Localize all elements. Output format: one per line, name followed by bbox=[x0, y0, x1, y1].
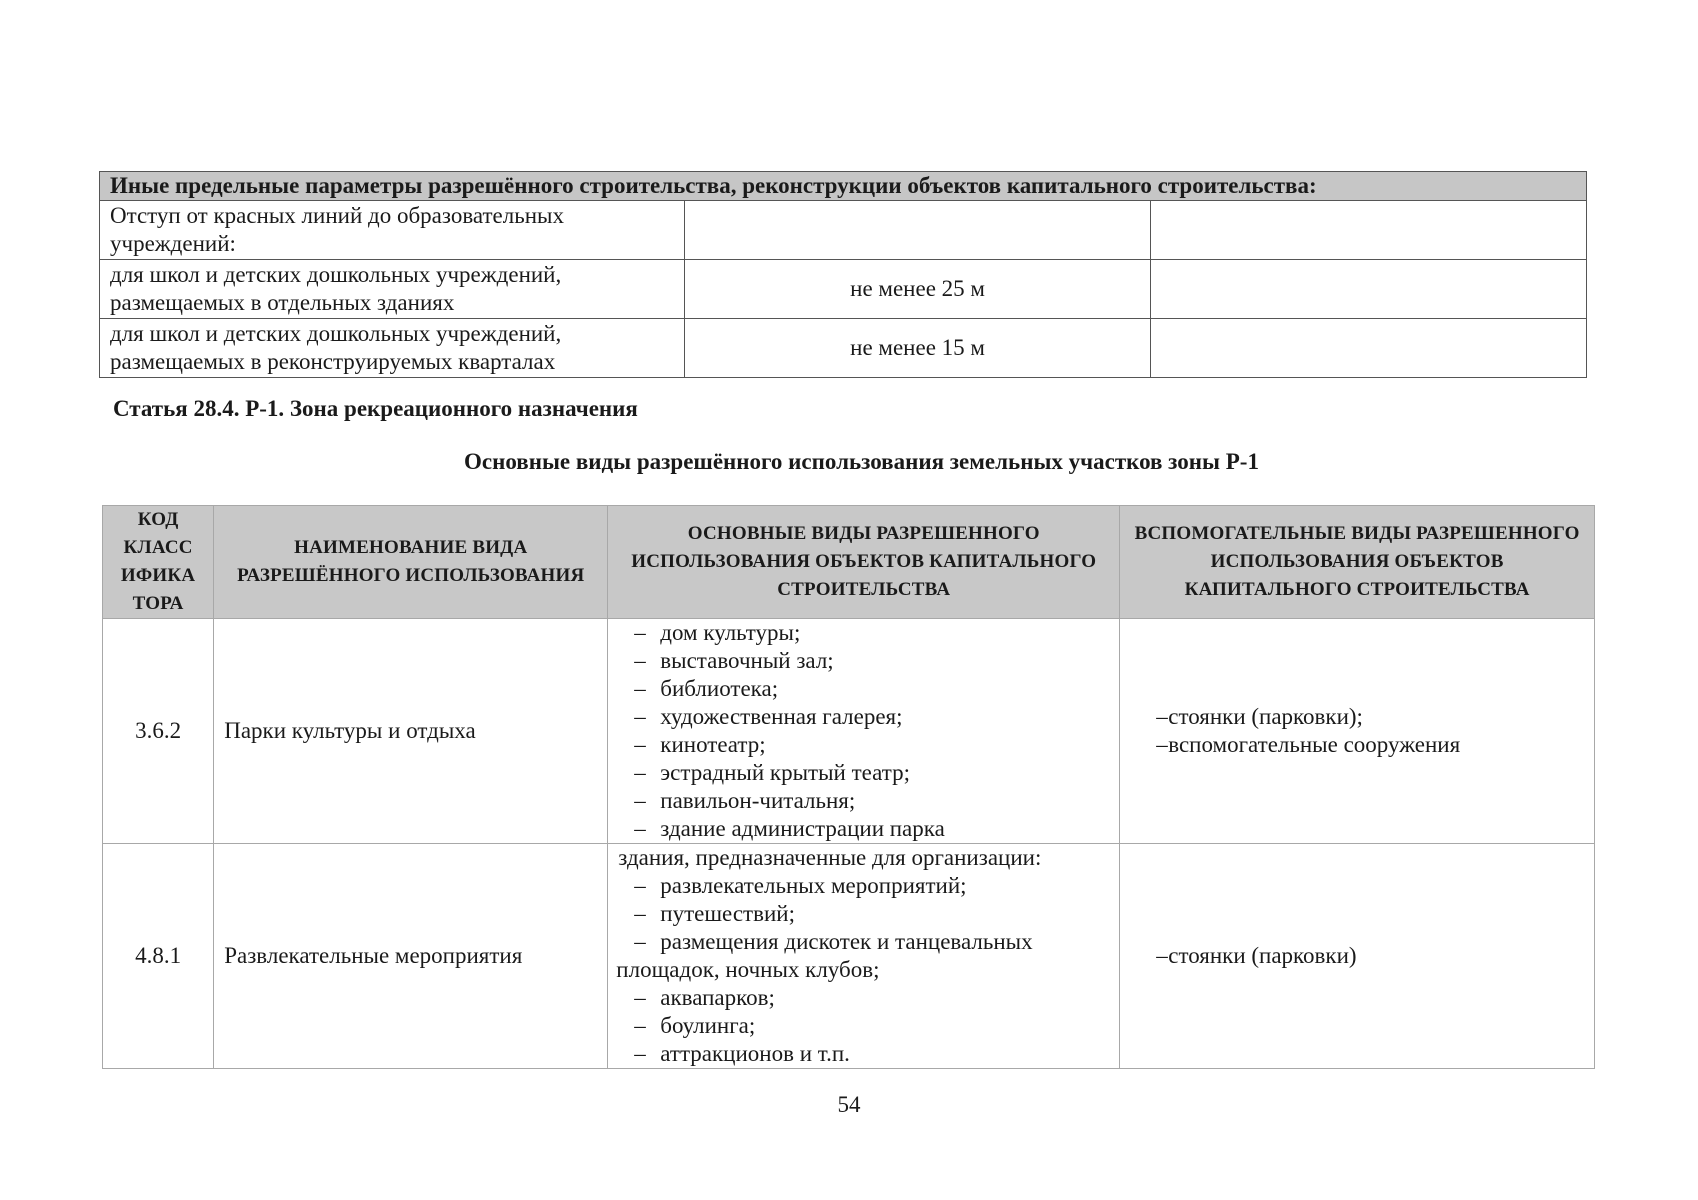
list-item: – дом культуры; bbox=[616, 619, 1113, 647]
main-uses-intro: здания, предназначенные для организации: bbox=[618, 845, 1042, 870]
main-uses-list bbox=[616, 984, 1113, 1068]
header-code: КОД КЛАСС ИФИКА ТОРА bbox=[103, 506, 214, 619]
param-value: не менее 15 м bbox=[684, 319, 1150, 378]
header-name: НАИМЕНОВАНИЕ ВИДА РАЗРЕШЁННОГО ИСПОЛЬЗОВАНИЯ bbox=[214, 506, 608, 619]
main-uses-cell bbox=[608, 844, 1120, 1069]
header-aux-uses: ВСПОМОГАТЕЛЬНЫЕ ВИДЫ РАЗРЕШЕННОГО ИСПОЛЬЗОВАНИЯ ОБЪЕКТОВ КАПИТАЛЬНОГО СТРОИТЕЛЬСТВА bbox=[1120, 506, 1595, 619]
param-label: для школ и детских дошкольных учреждений, размещаемых в отдельных зданиях bbox=[100, 260, 685, 319]
aux-uses-cell bbox=[1120, 619, 1595, 844]
param-value bbox=[684, 201, 1150, 260]
list-item: – библиотека; bbox=[616, 675, 1113, 703]
landuse-table bbox=[102, 505, 1595, 1069]
list-item: – боулинга; bbox=[616, 1012, 1113, 1040]
main-uses-cell bbox=[608, 619, 1120, 844]
header-main-uses: ОСНОВНЫЕ ВИДЫ РАЗРЕШЕННОГО ИСПОЛЬЗОВАНИЯ ОБЪЕКТОВ КАПИТАЛЬНОГО СТРОИТЕЛЬСТВА bbox=[608, 506, 1120, 619]
list-item: – вспомогательные сооружения bbox=[1140, 731, 1593, 759]
article-heading: Статья 28.4. Р-1. Зона рекреационного назначения bbox=[113, 396, 638, 421]
main-uses-list bbox=[616, 872, 1113, 956]
param-extra bbox=[1151, 201, 1587, 260]
params-header: Иные предельные параметры разрешённого строительства, реконструкции объектов капитального строительства: bbox=[100, 172, 1587, 201]
use-name: Развлекательные мероприятия bbox=[214, 844, 608, 1069]
use-name: Парки культуры и отдыха bbox=[214, 619, 608, 844]
list-item: – аквапарков; bbox=[616, 984, 1113, 1012]
list-item: – художественная галерея; bbox=[616, 703, 1113, 731]
param-label: для школ и детских дошкольных учреждений, размещаемых в реконструируемых кварталах bbox=[100, 319, 685, 378]
list-item: – аттракционов и т.п. bbox=[616, 1040, 1113, 1068]
list-item: – кинотеатр; bbox=[616, 731, 1113, 759]
list-item: – выставочный зал; bbox=[616, 647, 1113, 675]
param-value: не менее 25 м bbox=[684, 260, 1150, 319]
list-item: – здание администрации парка bbox=[616, 815, 1113, 843]
table-row bbox=[103, 619, 1595, 844]
list-item: – эстрадный крытый театр; bbox=[616, 759, 1113, 787]
list-item: – стоянки (парковки); bbox=[1140, 703, 1593, 731]
list-item: – развлекательных мероприятий; bbox=[616, 872, 1113, 900]
param-extra bbox=[1151, 319, 1587, 378]
main-uses-list bbox=[616, 619, 1113, 843]
landuse-header-row bbox=[103, 506, 1595, 619]
param-extra bbox=[1151, 260, 1587, 319]
classifier-code: 4.8.1 bbox=[103, 844, 214, 1069]
table-row bbox=[100, 201, 1587, 260]
aux-uses-cell bbox=[1120, 844, 1595, 1069]
params-table bbox=[99, 171, 1587, 378]
list-item: – павильон-читальня; bbox=[616, 787, 1113, 815]
list-item: – размещения дискотек и танцевальных bbox=[616, 928, 1113, 956]
table-row bbox=[100, 260, 1587, 319]
classifier-code: 3.6.2 bbox=[103, 619, 214, 844]
list-item-continuation: площадок, ночных клубов; bbox=[616, 957, 880, 982]
list-item: – путешествий; bbox=[616, 900, 1113, 928]
table-row bbox=[103, 844, 1595, 1069]
table-row bbox=[100, 319, 1587, 378]
params-header-row bbox=[100, 172, 1587, 201]
list-item: – стоянки (парковки) bbox=[1140, 942, 1593, 970]
param-label: Отступ от красных линий до образовательных учреждений: bbox=[100, 201, 685, 260]
table-caption: Основные виды разрешённого использования земельных участков зоны Р-1 bbox=[464, 449, 1259, 474]
page-number: 54 bbox=[837, 1092, 861, 1117]
aux-uses-list bbox=[1140, 703, 1593, 759]
aux-uses-list bbox=[1140, 942, 1593, 970]
